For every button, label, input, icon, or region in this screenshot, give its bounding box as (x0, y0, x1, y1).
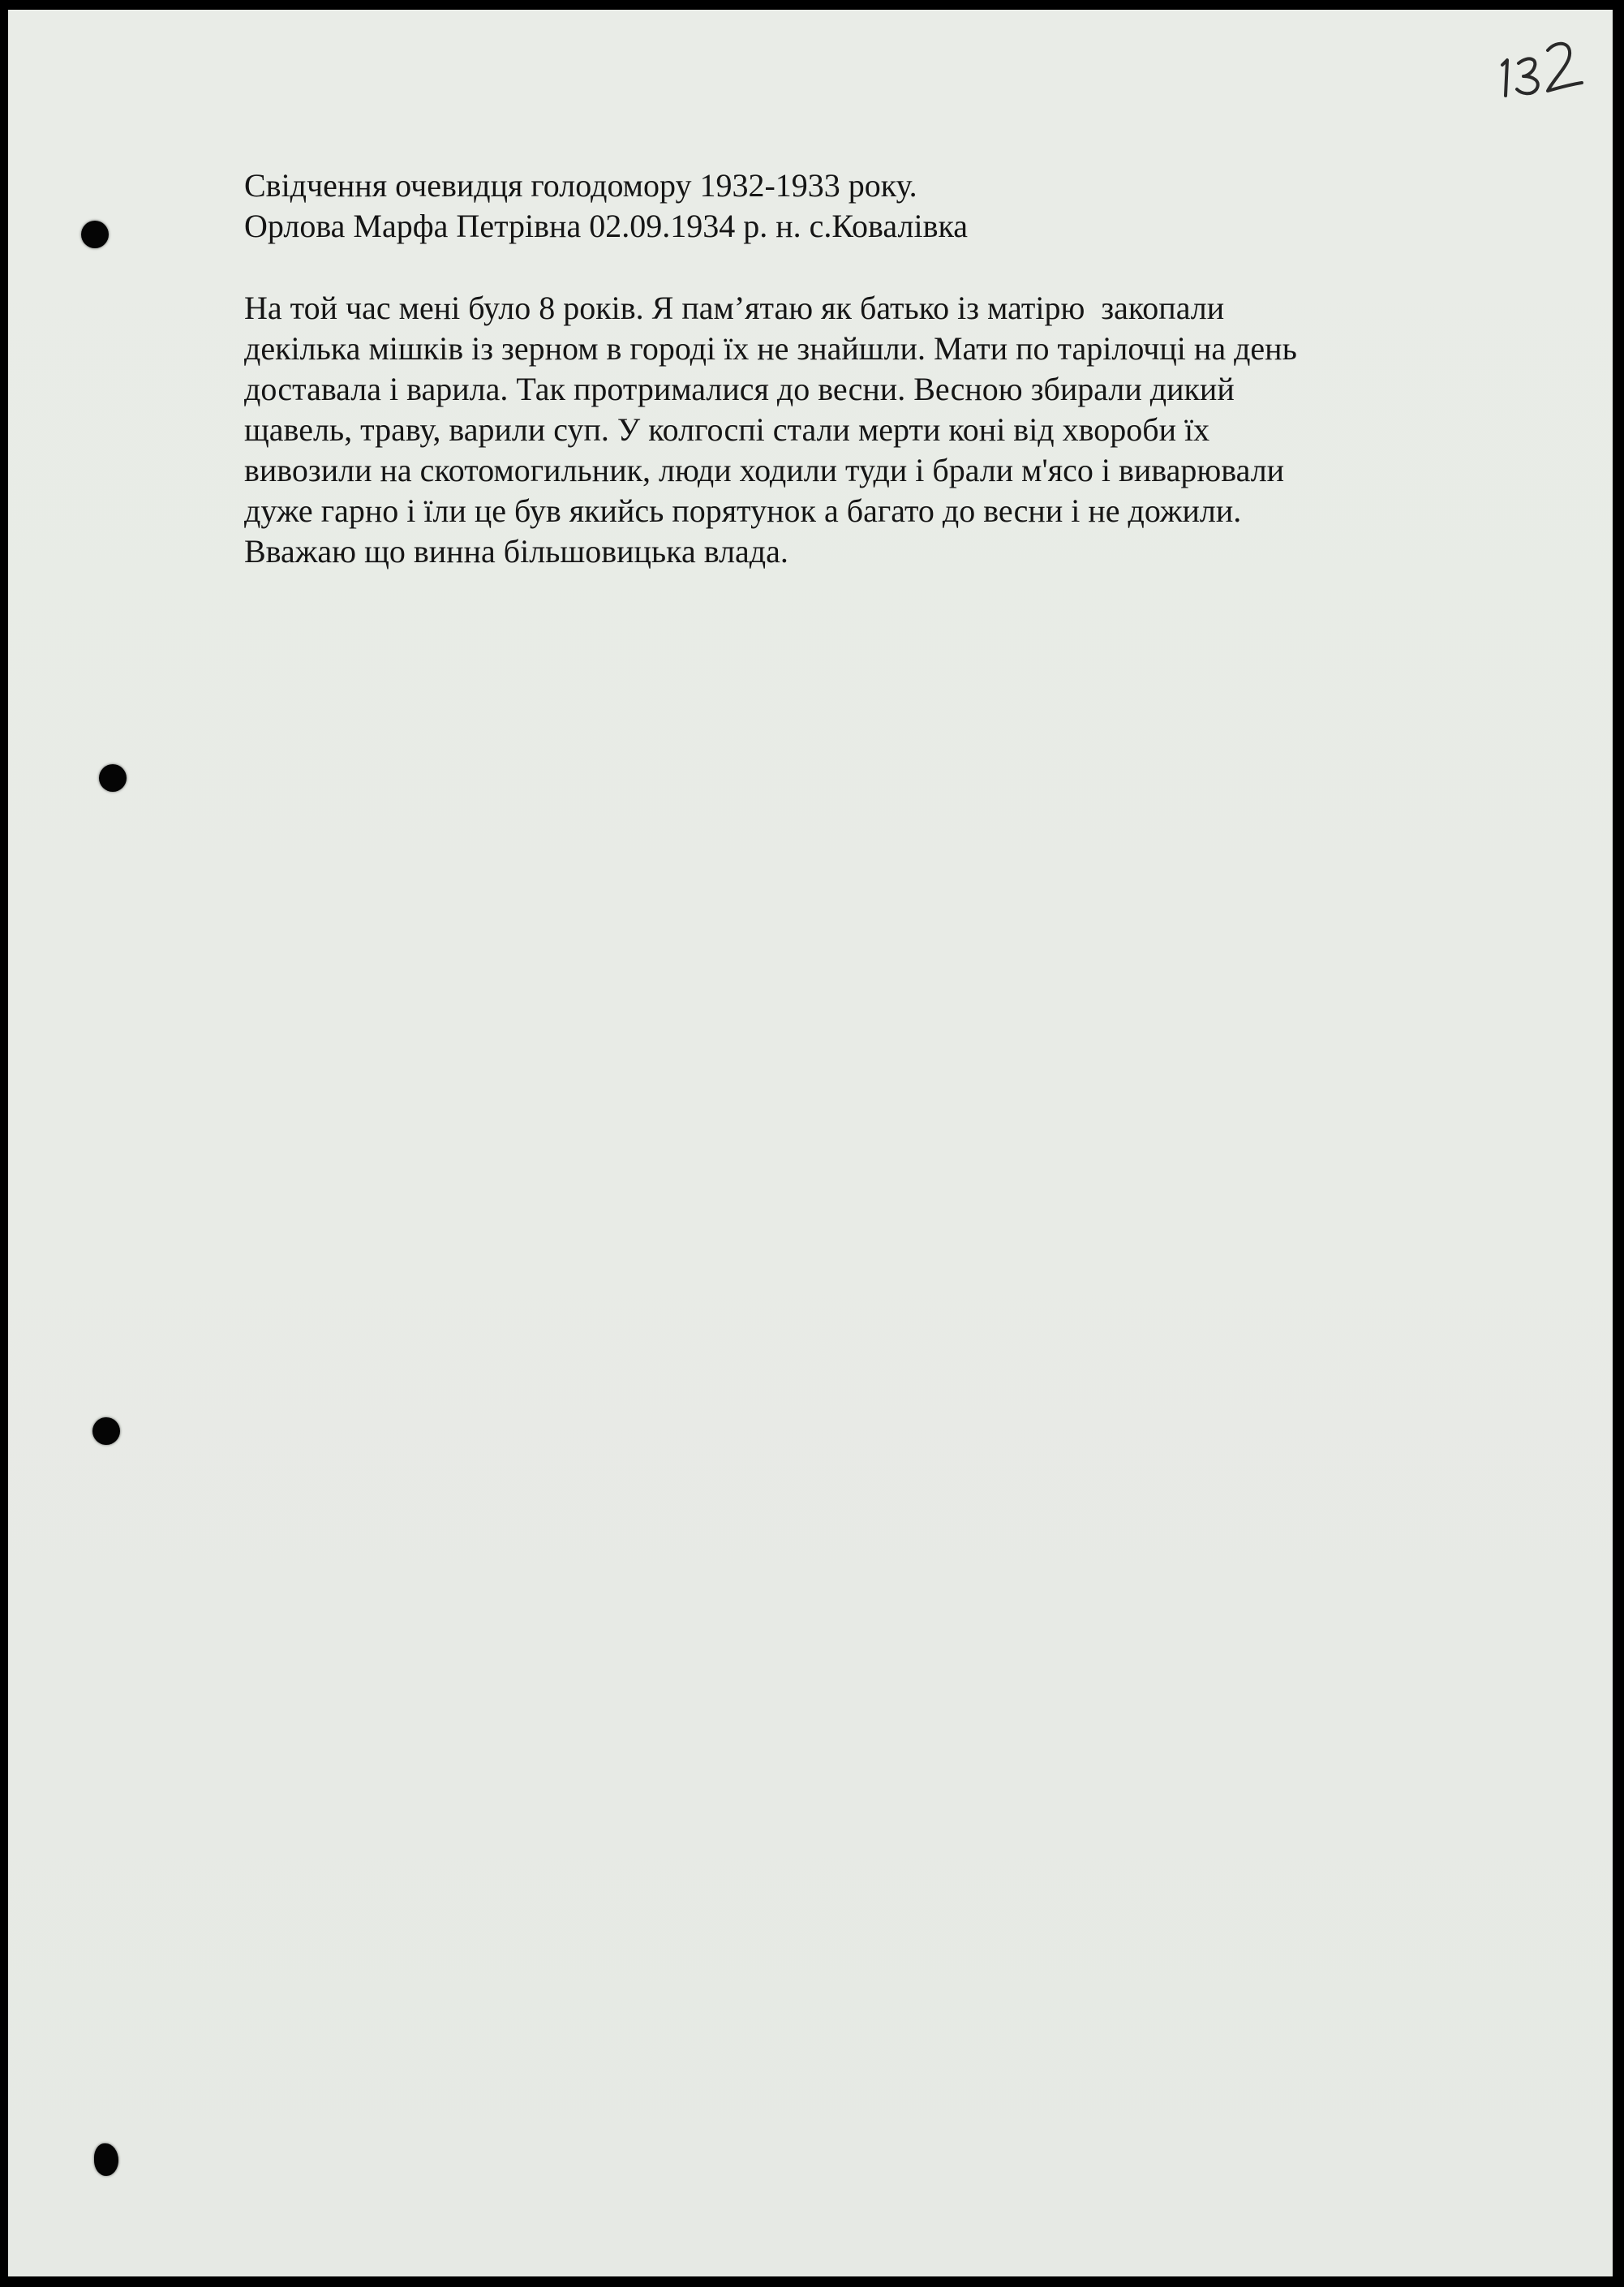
testimony-line: Вважаю що винна більшовицька влада. (244, 533, 788, 570)
document-title: Свідчення очевидця голодомору 1932-1933 року. (244, 167, 917, 204)
testimony-line: декілька мішків із зерном в городі їх не знайшли. Мати по тарілочці на день (244, 330, 1297, 367)
testimony-line: дуже гарно і їли це був якийсь порятунок а багато до весни і не дожили. (244, 492, 1242, 529)
handwritten-page-number (1486, 31, 1600, 104)
witness-info: Орлова Марфа Петрівна 02.09.1934 р. н. с.Ковалівка (244, 208, 969, 244)
document-text (244, 166, 1510, 572)
testimony-line: На той час мені було 8 років. Я пам’ятаю як батько із матірю закопали (244, 290, 1225, 326)
punch-hole (94, 2143, 118, 2176)
testimony-line: доставала і варила. Так протрималися до весни. Весною збирали дикий (244, 371, 1235, 407)
testimony-body (244, 288, 1510, 572)
testimony-line: щавель, траву, варили суп. У колгоспі стали мерти коні від хвороби їх (244, 411, 1210, 448)
paper-sheet (8, 10, 1613, 2276)
document-header (244, 166, 1510, 247)
testimony-line: вивозили на скотомогильник, люди ходили туди і брали м'ясо і виварювали (244, 452, 1285, 488)
punch-hole (81, 221, 109, 248)
punch-hole (92, 1417, 120, 1445)
punch-hole (99, 764, 127, 792)
